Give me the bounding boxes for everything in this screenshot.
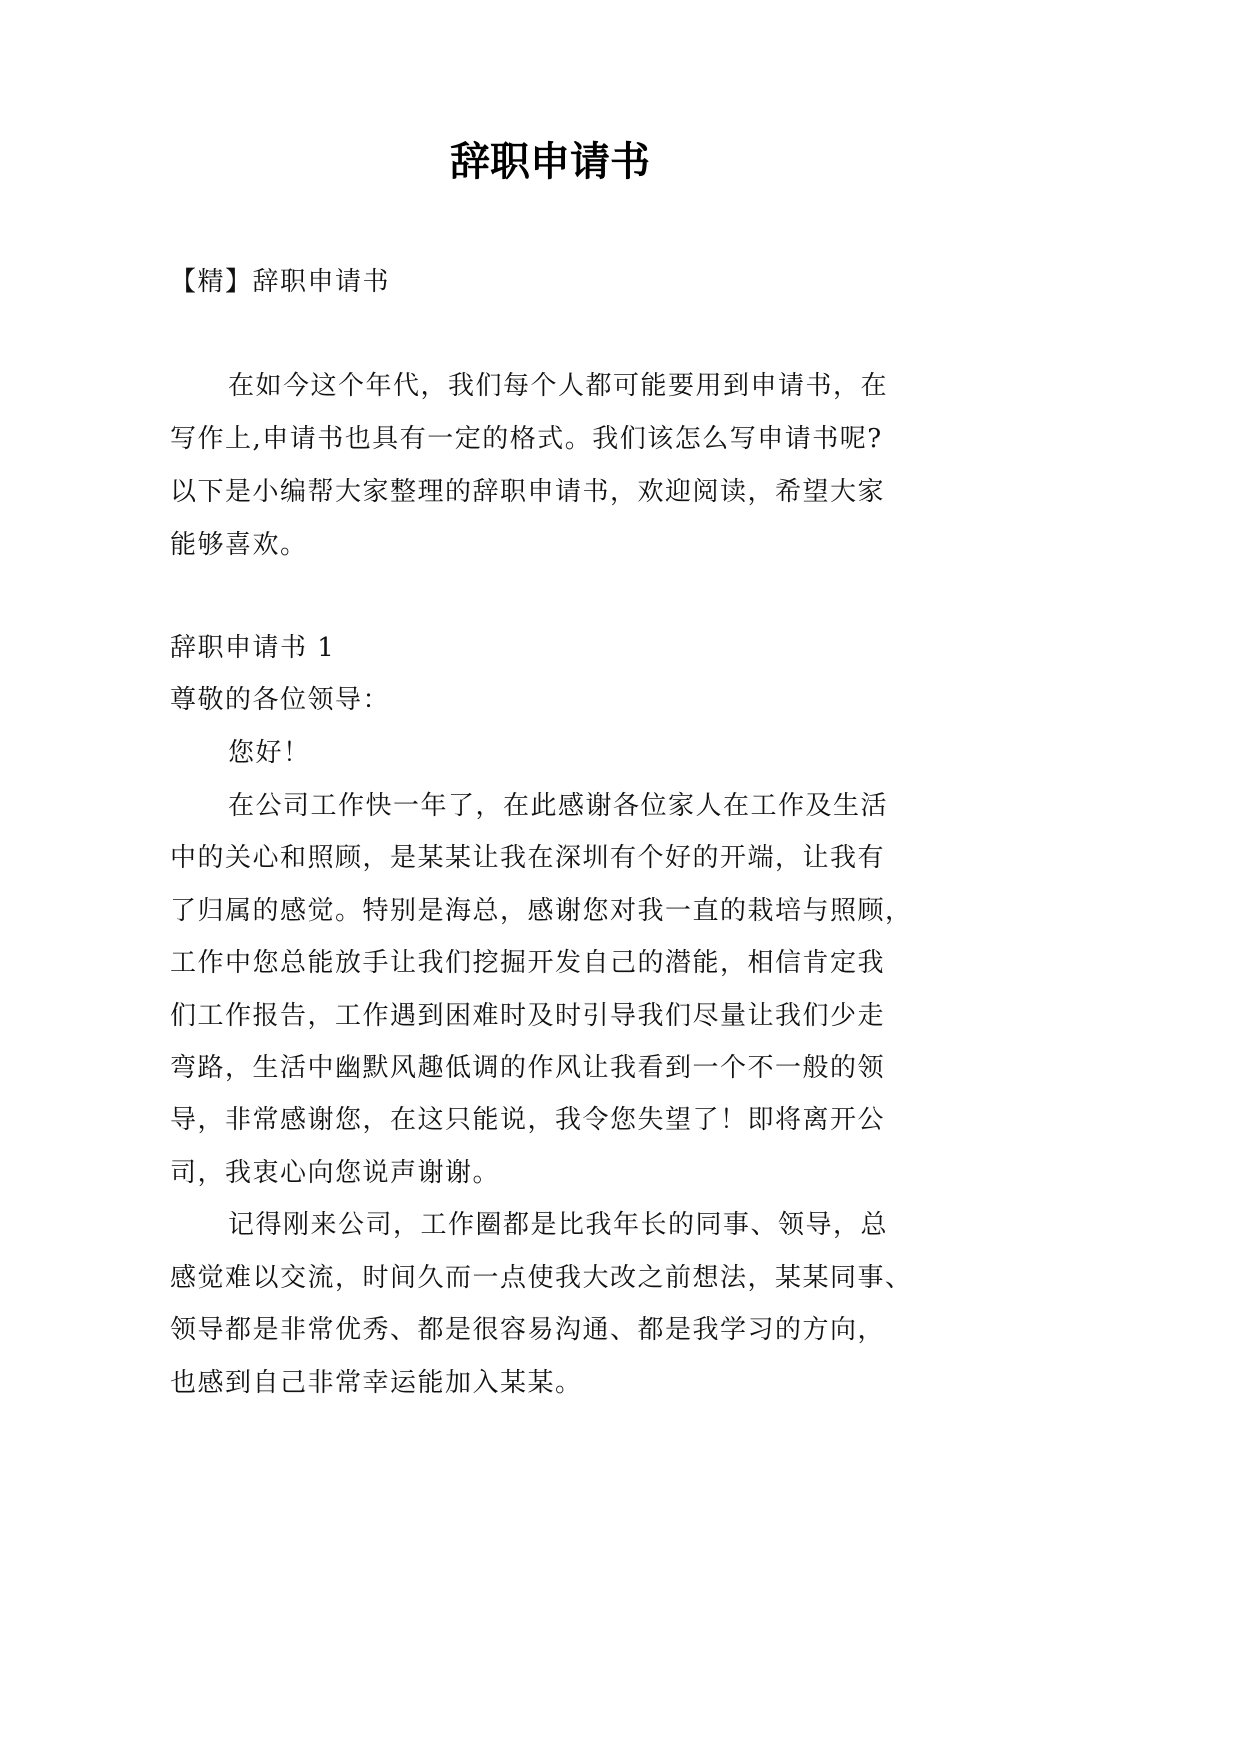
salutation: 尊敬的各位领导：	[170, 685, 391, 715]
greeting: 您好！	[228, 738, 311, 768]
paragraph2-line: 领导都是非常优秀、都是很容易沟通、都是我学习的方向，	[170, 1315, 886, 1345]
paragraph1-line: 弯路，生活中幽默风趣低调的作风让我看到一个不一般的领	[170, 1053, 886, 1083]
intro-line: 能够喜欢。	[170, 530, 308, 560]
document-subtitle: 【精】辞职申请书	[170, 267, 391, 297]
paragraph1-line: 中的关心和照顾，是某某让我在深圳有个好的开端，让我有	[170, 843, 886, 873]
paragraph1-line: 司，我衷心向您说声谢谢。	[170, 1158, 501, 1188]
paragraph1-line: 们工作报告，工作遇到困难时及时引导我们尽量让我们少走	[170, 1001, 886, 1031]
section-heading: 辞职申请书 1	[170, 633, 336, 663]
paragraph2-line: 也感到自己非常幸运能加入某某。	[170, 1368, 583, 1398]
intro-line: 以下是小编帮大家整理的辞职申请书，欢迎阅读，希望大家	[170, 477, 886, 507]
paragraph2-line: 感觉难以交流，时间久而一点使我大改之前想法，某某同事、	[170, 1263, 913, 1293]
paragraph1-line: 在公司工作快一年了，在此感谢各位家人在工作及生活	[228, 791, 889, 821]
document-title: 辞职申请书	[450, 138, 650, 185]
paragraph1-line: 工作中您总能放手让我们挖掘开发自己的潜能，相信肯定我	[170, 948, 886, 978]
paragraph1-line: 导，非常感谢您，在这只能说，我令您失望了！即将离开公	[170, 1105, 886, 1135]
paragraph2-line: 记得刚来公司，工作圈都是比我年长的同事、领导，总	[228, 1210, 889, 1240]
intro-line: 写作上,申请书也具有一定的格式。我们该怎么写申请书呢?	[170, 424, 883, 454]
intro-line: 在如今这个年代，我们每个人都可能要用到申请书，在	[228, 371, 889, 401]
paragraph1-line: 了归属的感觉。特别是海总，感谢您对我一直的栽培与照顾，	[170, 896, 913, 926]
